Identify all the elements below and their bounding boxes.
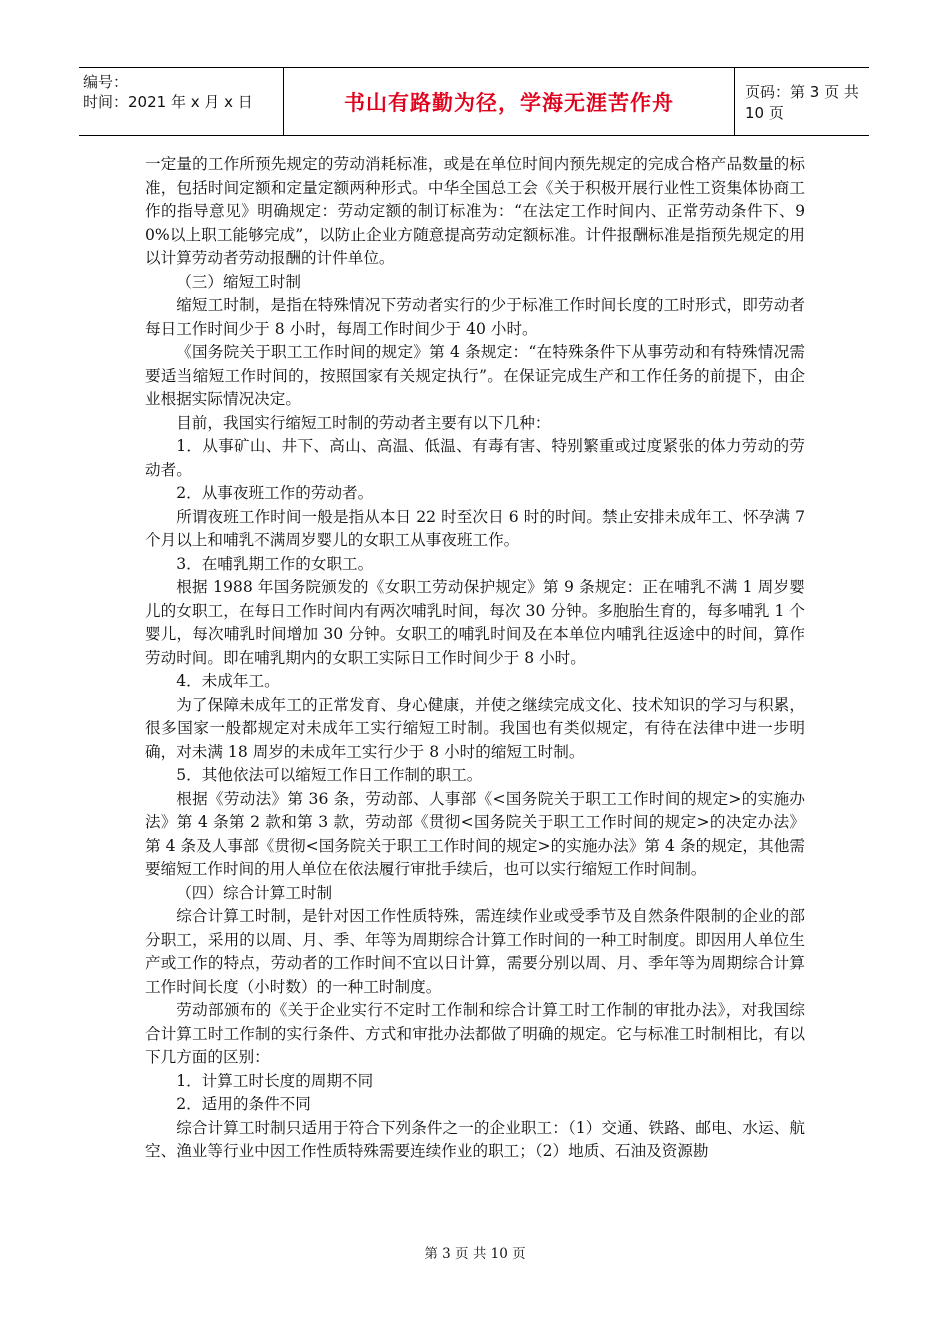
paragraph: 根据《劳动法》第 36 条，劳动部、人事部《<国务院关于职工工作时间的规定>的实施办法》第 4 条第 2 款和第 3 款，劳动部《贯彻<国务院关于职工工作时间的规定>的决定办法》第 4 条及人事部《贯彻<国务院关于职工工作时间的规定>的实施办法》第 4 条的规定，其他需要缩短工作时间的用人单位在依法履行审批手续后，也可以实行缩短工作时间制。 (145, 789, 805, 878)
paragraph: 4．未成年工。 (176, 672, 280, 690)
paragraph: 一定量的工作所预先规定的劳动消耗标准，或是在单位时间内预先规定的完成合格产品数量的标准，包括时间定额和定量定额两种形式。中华全国总工会《关于积极开展行业性工资集体协商工作的指导意见》明确规定：劳动定额的制订标准为：“在法定工作时间内、正常劳动条件下、90%以上职工能够完成”，以防止企业方随意提高劳动定额标准。计件报酬标准是指预先规定的用以计算劳动者劳动报酬的计件单位。 (145, 155, 805, 267)
paragraph: （三）缩短工时制 (176, 272, 301, 291)
paragraph: 5．其他依法可以缩短工作日工作制的职工。 (176, 766, 483, 784)
paragraph: 劳动部颁布的《关于企业实行不定时工作制和综合计算工时工作制的审批办法》，对我国综合计算工时工作制的实行条件、方式和审批办法都做了明确的规定。它与标准工时制相比，有以下几方面的区别： (145, 1001, 805, 1066)
paragraph: 1．计算工时长度的周期不同 (176, 1071, 374, 1090)
document-date-label: 时间：2021 年 x 月 x 日 (83, 93, 253, 111)
header-page-label: 页码：第 3 页 共 10 页 (745, 82, 859, 122)
paragraph: 所谓夜班工作时间一般是指从本日 22 时至次日 6 时的时间。禁止安排未成年工、怀孕满 7 个月以上和哺乳不满周岁婴儿的女职工从事夜班工作。 (145, 507, 805, 549)
page-footer: 第 3 页 共 10 页 (424, 1246, 526, 1262)
header-motto: 书山有路勤为径，学海无涯苦作舟 (283, 68, 735, 135)
paragraph: 根据 1988 年国务院颁发的《女职工劳动保护规定》第 9 条规定：正在哺乳不满 1 周岁婴儿的女职工，在每日工作时间内有两次哺乳时间，每次 30 分钟。多胞胎生育的，每多哺乳 1 个婴儿，每次哺乳时间增加 30 分钟。女职工的哺乳时间及在本单位内哺乳往返途中的时间，算作劳动时间。即在哺乳期内的女职工实际日工作时间少于 8 小时。 (145, 578, 805, 667)
paragraph: 为了保障未成年工的正常发育、身心健康，并使之继续完成文化、技术知识的学习与积累，很多国家一般都规定对未成年工实行缩短工时制。我国也有类似规定，有待在法律中进一步明确，对未满 18 周岁的未成年工实行少于 8 小时的缩短工时制。 (145, 695, 805, 761)
paragraph: 1．从事矿山、井下、高山、高温、低温、有毒有害、特别繁重或过度紧张的体力劳动的劳动者。 (145, 437, 805, 479)
paragraph: （四）综合计算工时制 (176, 883, 333, 902)
paragraph: 综合计算工时制只适用于符合下列条件之一的企业职工：（1）交通、铁路、邮电、水运、航空、渔业等行业中因工作性质特殊需要连续作业的职工；（2）地质、石油及资源勘 (145, 1118, 805, 1160)
header-meta (79, 68, 283, 135)
paragraph: 2．从事夜班工作的劳动者。 (176, 484, 374, 502)
page-header (79, 67, 869, 136)
paragraph: 2．适用的条件不同 (176, 1095, 311, 1113)
paragraph: 缩短工时制，是指在特殊情况下劳动者实行的少于标准工作时间长度的工时形式，即劳动者每日工作时间少于 8 小时，每周工作时间少于 40 小时。 (145, 296, 805, 338)
document-body (145, 153, 805, 1164)
paragraph: 《国务院关于职工工作时间的规定》第 4 条规定：“在特殊条件下从事劳动和有特殊情况需要适当缩短工作时间的，按照国家有关规定执行”。在保证完成生产和工作任务的前提下，由企业根据实际情况决定。 (145, 343, 805, 408)
paragraph: 综合计算工时制，是针对因工作性质特殊，需连续作业或受季节及自然条件限制的企业的部分职工，采用的以周、月、季、年等为周期综合计算工作时间的一种工时制度。即因用人单位生产或工作的特点，劳动者的工作时间不宜以日计算，需要分别以周、月、季年等为周期综合计算工作时间长度（小时数）的一种工时制度。 (145, 907, 805, 996)
paragraph: 目前，我国实行缩短工时制的劳动者主要有以下几种： (176, 413, 551, 432)
paragraph: 3．在哺乳期工作的女职工。 (176, 554, 374, 573)
document-number-label: 编号： (83, 73, 129, 91)
